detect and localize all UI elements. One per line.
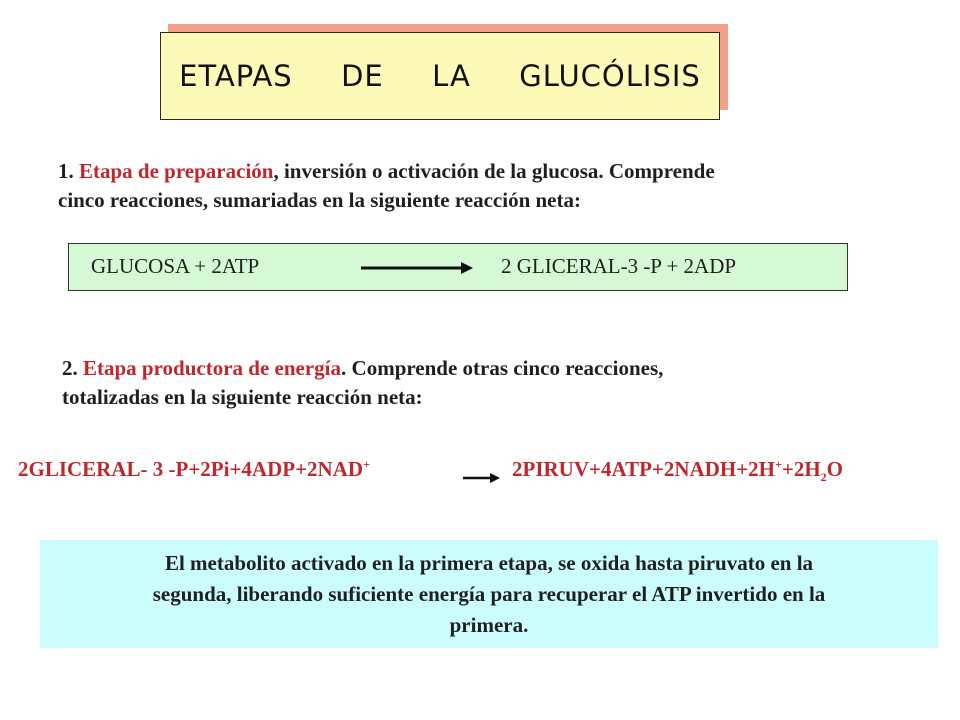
section-1-highlight: Etapa de preparación [79,159,274,183]
title-box [160,32,720,120]
section-2-text-line1: . Comprende otras cinco reacciones, [341,356,664,380]
reaction-2-left-sup: + [363,457,370,471]
reaction-2-left-text: 2GLICERAL- 3 -P+2Pi+4ADP+2NAD [18,457,364,481]
reaction-2-right-text-c: O [826,457,844,481]
summary-line-1: El metabolito activado en la primera etapa, se oxida hasta piruvato en la [164,551,814,575]
reaction-2-products [512,457,843,485]
section-2-number: 2. [62,356,78,380]
reaction-2-right-sup: + [775,457,782,471]
section-1-text-line1: , inversión o activación de la glucosa. Comprende [273,159,715,183]
reaction-2-right-text-b: +2H [781,457,821,481]
section-2-text-line2: totalizadas en la siguiente reacción neta: [62,385,423,409]
summary-text [40,548,938,641]
reaction-1-products: 2 GLICERAL-3 -P + 2ADP [501,254,737,278]
section-2-highlight: Etapa productora de energía [83,356,342,380]
summary-box [40,540,938,648]
reaction-2-arrow-icon [462,470,502,486]
reaction-1-arrow-icon [359,258,475,278]
reaction-2-right-text-a: 2PIRUV+4ATP+2NADH+2H [512,457,776,481]
section-1-paragraph [58,157,918,215]
section-1-number: 1. [58,159,74,183]
summary-line-2: segunda, liberando suficiente energía para recuperar el ATP invertido en la [152,582,826,606]
section-2-paragraph [62,354,922,412]
section-1-text-line2: cinco reacciones, sumariadas en la siguiente reacción neta: [58,188,581,212]
reaction-1-reactants: GLUCOSA + 2ATP [91,254,260,278]
page-title: ETAPAS DE LA GLUCÓLISIS [179,59,701,93]
reaction-1-box [68,243,848,291]
reaction-2-reactants [18,457,370,482]
summary-line-3: primera. [449,613,529,637]
reaction-2-right-sub: 2 [820,470,827,485]
